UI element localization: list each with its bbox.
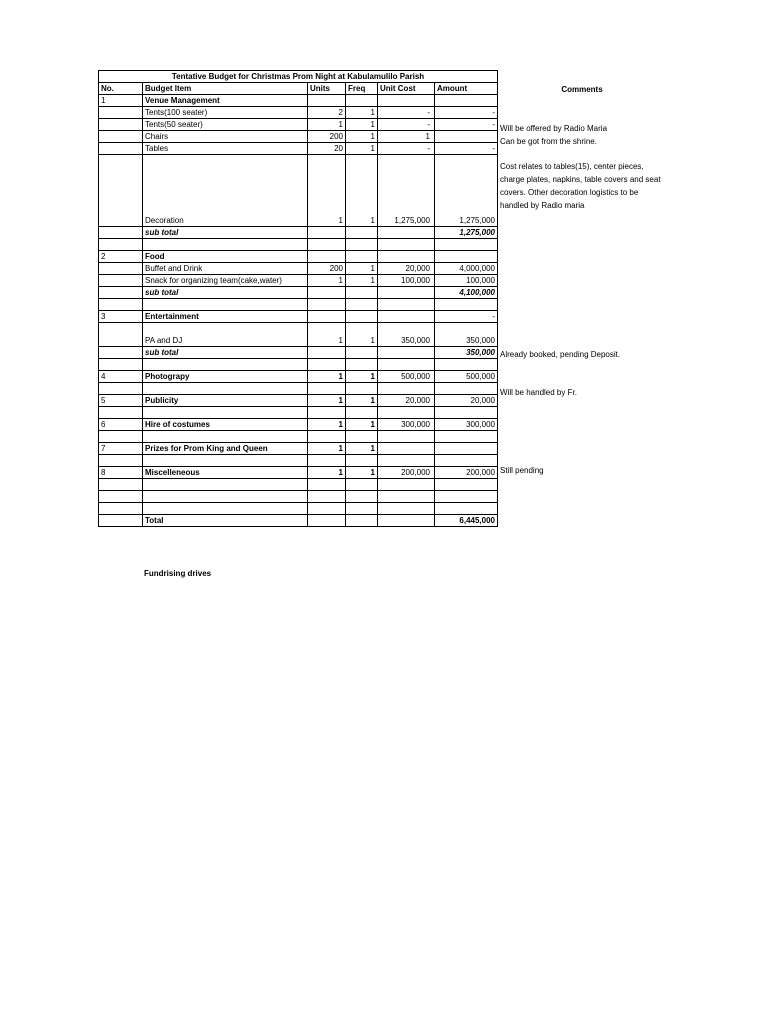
title-row xyxy=(99,71,498,83)
item-freq: 1 xyxy=(346,467,378,479)
section-number: 7 xyxy=(99,443,143,455)
item-name: PA and DJ xyxy=(143,323,308,347)
section-row xyxy=(99,371,498,383)
header-no: No. xyxy=(99,83,143,95)
item-amount xyxy=(435,131,498,143)
section-amount: - xyxy=(435,311,498,323)
item-units: 1 xyxy=(308,467,346,479)
item-units: 1 xyxy=(308,323,346,347)
comment-prizes: Still pending xyxy=(500,466,544,475)
item-name: Miscelleneous xyxy=(143,467,308,479)
header-freq: Freq xyxy=(346,83,378,95)
item-amount: 200,000 xyxy=(435,467,498,479)
spacer-row xyxy=(99,491,498,503)
item-name: Publicity xyxy=(143,395,308,407)
subtotal-amount: 350,000 xyxy=(435,347,498,359)
item-freq: 1 xyxy=(346,395,378,407)
spacer-row xyxy=(99,479,498,491)
section-number: 6 xyxy=(99,419,143,431)
section-row xyxy=(99,419,498,431)
section-number: 1 xyxy=(99,95,143,107)
item-unit-cost: 300,000 xyxy=(378,419,435,431)
section-name: Entertainment xyxy=(143,311,308,323)
table-row xyxy=(99,131,498,143)
section-row xyxy=(99,443,498,455)
item-name: Photograpy xyxy=(143,371,308,383)
item-name: Tents(100 seater) xyxy=(143,107,308,119)
comment-tents50: Will be offered by Radio Maria xyxy=(500,124,608,133)
item-name: Decoration xyxy=(143,155,308,227)
item-unit-cost: - xyxy=(378,107,435,119)
spacer-row xyxy=(99,299,498,311)
item-units: 1 xyxy=(308,119,346,131)
subtotal-row xyxy=(99,287,498,299)
spacer-row xyxy=(99,455,498,467)
comment-pa-dj: Already booked, pending Deposit. xyxy=(500,350,621,359)
item-amount: 100,000 xyxy=(435,275,498,287)
item-units: 1 xyxy=(308,443,346,455)
subtotal-row xyxy=(99,347,498,359)
section-number: 8 xyxy=(99,467,143,479)
subtotal-label: sub total xyxy=(143,287,308,299)
item-freq: 1 xyxy=(346,119,378,131)
subtotal-amount: 4,100,000 xyxy=(435,287,498,299)
section-row xyxy=(99,95,498,107)
table-row xyxy=(99,275,498,287)
header-row xyxy=(99,83,498,95)
section-name: Food xyxy=(143,251,308,263)
total-amount: 6,445,000 xyxy=(435,515,498,527)
item-unit-cost: - xyxy=(378,119,435,131)
item-unit-cost: 200,000 xyxy=(378,467,435,479)
item-units: 1 xyxy=(308,275,346,287)
item-name: Snack for organizing team(cake,water) xyxy=(143,275,308,287)
item-units: 1 xyxy=(308,155,346,227)
item-unit-cost: 100,000 xyxy=(378,275,435,287)
item-units: 1 xyxy=(308,371,346,383)
item-units: 1 xyxy=(308,395,346,407)
item-unit-cost: 20,000 xyxy=(378,263,435,275)
item-unit-cost: 1,275,000 xyxy=(378,155,435,227)
spacer-row xyxy=(99,239,498,251)
table-row xyxy=(99,323,498,347)
item-amount: - xyxy=(435,107,498,119)
subtotal-label: sub total xyxy=(143,347,308,359)
total-label: Total xyxy=(143,515,308,527)
section-number: 5 xyxy=(99,395,143,407)
spacer-row xyxy=(99,359,498,371)
item-freq: 1 xyxy=(346,131,378,143)
item-unit-cost: 1 xyxy=(378,131,435,143)
comment-photography: Will be handled by Fr. xyxy=(500,388,577,397)
item-freq: 1 xyxy=(346,323,378,347)
fundraising-note: Fundrising drives xyxy=(144,569,212,578)
item-amount: 300,000 xyxy=(435,419,498,431)
item-units: 1 xyxy=(308,419,346,431)
header-units: Units xyxy=(308,83,346,95)
item-amount: - xyxy=(435,143,498,155)
item-unit-cost: 350,000 xyxy=(378,323,435,347)
section-number: 2 xyxy=(99,251,143,263)
section-number: 3 xyxy=(99,311,143,323)
item-unit-cost: 500,000 xyxy=(378,371,435,383)
section-row xyxy=(99,311,498,323)
item-unit-cost: - xyxy=(378,143,435,155)
item-name: Tents(50 seater) xyxy=(143,119,308,131)
item-freq: 1 xyxy=(346,107,378,119)
item-amount: - xyxy=(435,119,498,131)
header-amount: Amount xyxy=(435,83,498,95)
subtotal-amount: 1,275,000 xyxy=(435,227,498,239)
item-amount: 500,000 xyxy=(435,371,498,383)
comments-header: Comments xyxy=(561,85,603,94)
item-units: 200 xyxy=(308,131,346,143)
section-name: Venue Management xyxy=(143,95,308,107)
spacer-row xyxy=(99,383,498,395)
item-freq: 1 xyxy=(346,275,378,287)
item-amount xyxy=(435,443,498,455)
item-name: Tables xyxy=(143,143,308,155)
item-freq: 1 xyxy=(346,371,378,383)
table-row xyxy=(99,263,498,275)
item-freq: 1 xyxy=(346,263,378,275)
table-row xyxy=(99,155,498,227)
total-row xyxy=(99,515,498,527)
comment-chairs: Can be got from the shrine. xyxy=(500,137,597,146)
item-units: 200 xyxy=(308,263,346,275)
spacer-row xyxy=(99,407,498,419)
item-freq: 1 xyxy=(346,155,378,227)
table-row xyxy=(99,107,498,119)
item-name: Buffet and Drink xyxy=(143,263,308,275)
table-row xyxy=(99,119,498,131)
item-unit-cost: 20,000 xyxy=(378,395,435,407)
item-name: Prizes for Prom King and Queen xyxy=(143,443,308,455)
item-freq: 1 xyxy=(346,419,378,431)
section-row xyxy=(99,467,498,479)
item-units: 20 xyxy=(308,143,346,155)
subtotal-row xyxy=(99,227,498,239)
item-freq: 1 xyxy=(346,143,378,155)
table-row xyxy=(99,143,498,155)
item-amount: 1,275,000 xyxy=(435,155,498,227)
item-freq: 1 xyxy=(346,443,378,455)
header-item: Budget Item xyxy=(143,83,308,95)
comment-decoration: Cost relates to tables(15), center pieces, charge plates, napkins, table covers and seat covers. Other decoration logistics to be handled by Radio maria xyxy=(500,162,661,210)
section-row xyxy=(99,251,498,263)
item-name: Chairs xyxy=(143,131,308,143)
item-amount: 350,000 xyxy=(435,323,498,347)
item-unit-cost xyxy=(378,443,435,455)
section-number: 4 xyxy=(99,371,143,383)
section-row xyxy=(99,395,498,407)
item-units: 2 xyxy=(308,107,346,119)
spacer-row xyxy=(99,431,498,443)
budget-table xyxy=(98,70,498,527)
budget-title: Tentative Budget for Christmas Prom Night at Kabulamulilo Parish xyxy=(99,71,498,83)
subtotal-label: sub total xyxy=(143,227,308,239)
item-amount: 4,000,000 xyxy=(435,263,498,275)
header-unit-cost: Unit Cost xyxy=(378,83,435,95)
item-name: Hire of costumes xyxy=(143,419,308,431)
item-amount: 20,000 xyxy=(435,395,498,407)
spacer-row xyxy=(99,503,498,515)
